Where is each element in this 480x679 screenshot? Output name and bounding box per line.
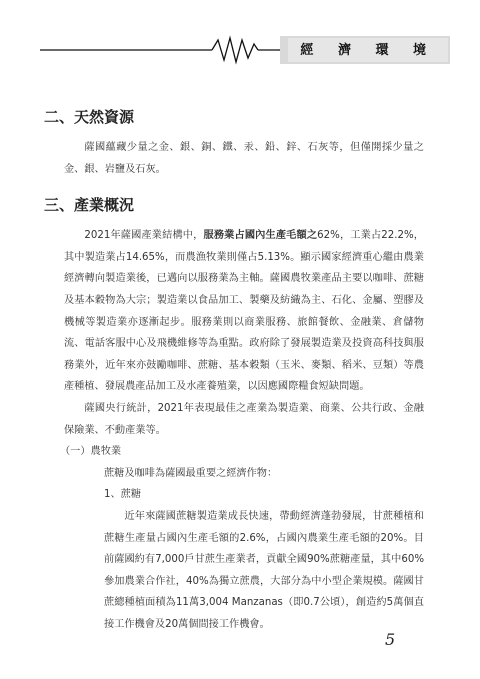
- section-heading-natural-resources: 二、天然資源: [44, 108, 135, 126]
- header-section-label: 經 濟 環 境: [300, 43, 436, 58]
- item-title-sugar: 1、蔗糖: [104, 489, 142, 501]
- industry-rest-text: 62%，工業占22.2%，其中製造業占14.65%，而農漁牧業則僅占5.13%。顯示國家經濟重心繼由農業經濟轉向製造業後，已邁向以服務業為主軸。薩國農牧業產品主要以咖啡、蔗糖及基本穀物為大宗；製造業以食品加工、製藥及紡織為主、石化、金屬、塑膠及機械等製造業亦逐漸起步。服務業則以商業服務、旅館餐飲、金融業、倉儲物流、電話客服中心及飛機維修等為重點。政府除了發展製造業及投資高科技與服務業外，近年來亦鼓勵咖啡、蔗糖、基本穀類（玉米、麥類、稻米、豆類）等農產種植、發展農產品加工及水產養殖業，以因應國際糧食短缺問題。: [64, 230, 424, 393]
- agriculture-intro: 蔗糖及咖啡為薩國最重要之經濟作物：: [104, 467, 278, 479]
- document-body: [44, 96, 424, 635]
- industry-lead-text: 2021年薩國產業結構中，: [84, 230, 204, 242]
- page-header: [40, 34, 450, 66]
- industry-bold-text: 服務業占國內生產毛額之: [203, 230, 318, 242]
- sugar-paragraph: 近年來薩國蔗糖製造業成長快速，帶動經濟蓬勃發展，甘蔗種植和蔗糖生產量占國內生產毛額的2.6%，占國內農業生產毛額的20%。目前薩國約有7,000戶甘蔗生產業者，貢獻全國90%蔗糖產量，其中60%參加農業合作社，40%為獨立蔗農，大部分為中小型企業規模。薩國甘蔗總種植面積為11萬3,004 Manzanas（即0.7公頃），創造約5萬個直接工作機會及20萬個間接工作機會。: [104, 510, 424, 630]
- industry-paragraph-1: [64, 225, 424, 398]
- natural-resources-paragraph: 薩國蘊藏少量之金、銀、銅、鐵、汞、鉛、鋅、石灰等，但僅開採少量之金、銀、岩鹽及石灰。: [64, 142, 424, 175]
- section-heading-industry: 三、產業概況: [44, 196, 135, 215]
- subsection-title-agriculture: （一）農牧業: [60, 446, 122, 458]
- page-number: 5: [385, 630, 396, 649]
- industry-paragraph-2: 薩國央行統計，2021年表現最佳之產業為製造業、商業、公共行政、金融保險業、不動產業等。: [64, 402, 424, 436]
